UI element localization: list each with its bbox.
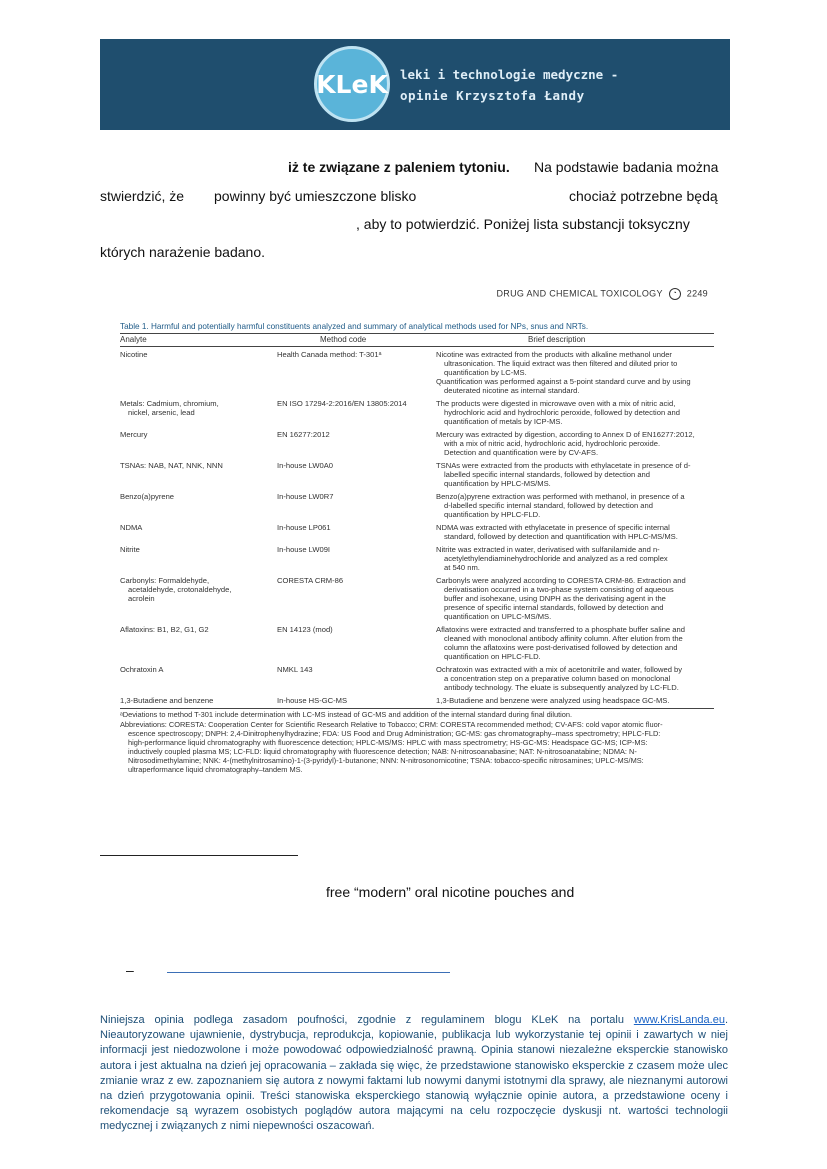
method-cell bbox=[277, 350, 427, 359]
description-cell bbox=[436, 523, 714, 541]
footnote-dash: – bbox=[126, 962, 134, 978]
cell-text-line: 1,3-Butadiene and benzene were analyzed using headspace GC-MS. bbox=[436, 696, 670, 705]
klek-logo bbox=[314, 46, 390, 122]
cell-text-line: Benzo(a)pyrene extraction was performed with methanol, in presence of a bbox=[436, 492, 685, 501]
cell-text-line: nickel, arsenic, lead bbox=[128, 408, 195, 417]
analyte-cell bbox=[120, 625, 270, 634]
description-cell bbox=[436, 399, 714, 426]
analyte-cell bbox=[120, 350, 270, 359]
footnote-text: free “modern” oral nicotine pouches and bbox=[326, 884, 575, 900]
cell-text-line: Nitrite bbox=[120, 545, 140, 554]
cell-text-line: acetaldehyde, crotonaldehyde, bbox=[128, 585, 232, 594]
cell-text-line: column the aflatoxins were post-derivatised followed by detection and bbox=[444, 643, 678, 652]
description-cell bbox=[436, 350, 714, 395]
cell-text-line: NDMA was extracted with ethylacetate in presence of specific internal bbox=[436, 523, 670, 532]
cell-text-line: d-labelled specific internal standard, followed by detection and bbox=[444, 501, 653, 510]
cell-text-line: Ochratoxin A bbox=[120, 665, 164, 674]
body-line-2c: chociaż potrzebne będą bbox=[569, 188, 718, 204]
cell-text-line: with a mix of nitric acid, hydrochloric acid, hydrochloric peroxide. bbox=[444, 439, 661, 448]
body-line-2b: powinny być umieszczone blisko bbox=[214, 188, 417, 204]
cell-text-line: quantification on UPLC-MS/MS. bbox=[444, 612, 552, 621]
abbreviation-line: inductively coupled plasma MS; LC-FLD: liquid chromatography with fluorescence detection; NAB: N-nitrosoanabasine; NAT: N-nitrosoanatabine; NDMA: N- bbox=[128, 747, 637, 756]
cell-text-line: Carbonyls: Formaldehyde, bbox=[120, 576, 210, 585]
method-cell bbox=[277, 696, 427, 705]
cell-text-line: quantification of metals by ICP-MS. bbox=[444, 417, 563, 426]
cell-text-line: In-house LW0R7 bbox=[277, 492, 334, 501]
cell-text-line: Metals: Cadmium, chromium, bbox=[120, 399, 219, 408]
cell-text-line: deuterated nicotine as internal standard. bbox=[444, 386, 580, 395]
analyte-cell bbox=[120, 492, 270, 501]
cell-text-line: Mercury was extracted by digestion, according to Annex D of EN16277:2012, bbox=[436, 430, 695, 439]
table-rule-top bbox=[120, 333, 714, 334]
analyte-cell bbox=[120, 696, 270, 705]
krislanda-link[interactable]: www.KrisLanda.eu bbox=[633, 1014, 725, 1026]
cell-text-line: In-house LW09I bbox=[277, 545, 331, 554]
cell-text-line: buffer and isohexane, using DNPH as the derivatising agent in the bbox=[444, 594, 666, 603]
cell-text-line: TSNAs: NAB, NAT, NNK, NNN bbox=[120, 461, 223, 470]
cell-text-line: In-house HS-GC-MS bbox=[277, 696, 348, 705]
method-cell bbox=[277, 461, 427, 470]
cell-text-line: quantification by HPLC-MS/MS. bbox=[444, 479, 551, 488]
cell-text-line: antibody technology. The eluate is subsequently analyzed by LC-FLD. bbox=[444, 683, 679, 692]
journal-header bbox=[497, 288, 709, 300]
logo-tagline-2: opinie Krzysztofa Łandy bbox=[400, 88, 585, 103]
cell-text-line: Aflatoxins were extracted and transferred to a phosphate buffer saline and bbox=[436, 625, 685, 634]
cell-text-line: Benzo(a)pyrene bbox=[120, 492, 175, 501]
cell-text-line: The products were digested in microwave oven with a mix of nitric acid, bbox=[436, 399, 676, 408]
body-line-2a: stwierdzić, że bbox=[100, 188, 185, 204]
cell-text-line: ultrasonication. The liquid extract was then filtered and diluted prior to bbox=[444, 359, 678, 368]
cell-text-line: Ochratoxin was extracted with a mix of acetonitrile and water, followed by bbox=[436, 665, 683, 674]
table-footnote-a: ᵃDeviations to method T-301 include determination with LC-MS instead of GC-MS and addition of the internal standard during final dilution. bbox=[120, 710, 573, 719]
col-header-method: Method code bbox=[320, 335, 367, 344]
cell-text-line: acrolein bbox=[128, 594, 155, 603]
cell-text-line: In-house LP061 bbox=[277, 523, 331, 532]
logo-text: KLeK bbox=[316, 69, 388, 99]
method-cell bbox=[277, 665, 427, 674]
confidentiality-disclaimer bbox=[100, 1013, 728, 1135]
analyte-cell bbox=[120, 576, 270, 603]
method-cell bbox=[277, 492, 427, 501]
method-cell bbox=[277, 576, 427, 585]
body-line-3: , aby to potwierdzić. Poniżej lista substancji toksyczny bbox=[356, 216, 690, 232]
disclaimer-part-2: . Nieautoryzowane ujawnienie, dystrybucja, reprodukcja, kopiowanie, publikacja lub wykorzystanie tej opinii i zawartych w niej informacji jest niedozwolone i może powodować odpowiedzialność prawną. Opinia stanowi niezależne eksperckie stanowisko autora i jest aktualna na dzień jej opracowania – zakłada się więc, że przedstawione stanowisko eksperckie z czasem może ulec zmianie wraz z ew. zapoznaniem się autora z nowymi faktami lub nowymi danymi istotnymi dla sprawy, ale nieznanymi autorowi na dzień przygotowania opinii. Treści stanowiska eksperckiego stanowią wyłącznie opinie autora, a przedstawione oceny i rekomendacje są wyrazem osobistych poglądów autora mającymi na celu rozpoczęcie dyskusji nt. wartości technologii medycznej i związanych z nimi niepewności oszacowań. bbox=[100, 1014, 728, 1133]
cell-text-line: quantification on HPLC-FLD. bbox=[444, 652, 541, 661]
cell-text-line: TSNAs were extracted from the products with ethylacetate in presence of d- bbox=[436, 461, 691, 470]
abbreviation-line: escence spectroscopy; DNPH: 2,4-Dinitrophenylhydrazine; FDA: US Food and Drug Administration; GC-MS: gas chromatography–mass spectrometry; HPLC-FLD: bbox=[128, 729, 661, 738]
cell-text-line: 1,3-Butadiene and benzene bbox=[120, 696, 214, 705]
logo-tagline-1: leki i technologie medyczne - bbox=[400, 67, 619, 82]
description-cell bbox=[436, 576, 714, 621]
body-line-1-bold: iż te związane z paleniem tytoniu. bbox=[288, 159, 510, 175]
analyte-cell bbox=[120, 665, 270, 674]
cell-text-line: quantification by LC-MS. bbox=[444, 368, 527, 377]
table-caption: Table 1. Harmful and potentially harmful constituents analyzed and summary of analytical methods used for NPs, snus and NRTs. bbox=[120, 322, 589, 331]
analyte-cell bbox=[120, 545, 270, 554]
description-cell bbox=[436, 461, 714, 488]
cell-text-line: standard, followed by detection and quantification with HPLC-MS/MS. bbox=[444, 532, 678, 541]
cell-text-line: In-house LW0A0 bbox=[277, 461, 333, 470]
cell-text-line: acetylethylendiaminehydrochloride and analyzed as a red complex bbox=[444, 554, 668, 563]
cell-text-line: CORESTA CRM-86 bbox=[277, 576, 344, 585]
description-cell bbox=[436, 430, 714, 457]
analyte-cell bbox=[120, 461, 270, 470]
cell-text-line: quantification by HPLC-FLD. bbox=[444, 510, 541, 519]
footnote-separator bbox=[100, 855, 298, 856]
method-cell bbox=[277, 430, 427, 439]
disclaimer-part-1: Niniejsza opinia podlega zasadom poufności, zgodnie z regulaminem blogu KLeK na portalu bbox=[100, 1014, 634, 1026]
cell-text-line: Quantification was performed against a 5-point standard curve and by using bbox=[436, 377, 691, 386]
description-cell bbox=[436, 492, 714, 519]
header-banner bbox=[100, 39, 730, 130]
body-line-4: których narażenie badano. bbox=[100, 244, 265, 260]
description-cell bbox=[436, 665, 714, 692]
description-cell bbox=[436, 545, 714, 572]
cell-text-line: Nicotine bbox=[120, 350, 148, 359]
cell-text-line: EN 14123 (mod) bbox=[277, 625, 333, 634]
analyte-cell bbox=[120, 430, 270, 439]
method-cell bbox=[277, 625, 427, 634]
cell-text-line: labelled specific internal standards, followed by detection and bbox=[444, 470, 651, 479]
cell-text-line: Carbonyls were analyzed according to CORESTA CRM-86. Extraction and bbox=[436, 576, 686, 585]
analyte-cell bbox=[120, 399, 270, 417]
cell-text-line: Mercury bbox=[120, 430, 148, 439]
description-cell bbox=[436, 625, 714, 661]
table-figure bbox=[120, 288, 714, 774]
journal-name: DRUG AND CHEMICAL TOXICOLOGY bbox=[496, 288, 663, 299]
cell-text-line: at 540 nm. bbox=[444, 563, 480, 572]
cell-text-line: NDMA bbox=[120, 523, 143, 532]
abbreviation-line: ultraperformance liquid chromatography–tandem MS. bbox=[128, 765, 303, 774]
abbreviation-line: high-performance liquid chromatography with fluorescence detection; HPLC-MS/MS: HPLC with mass spectrometry; HS-GC-MS: Headspace GC-MS; ICP-MS: bbox=[128, 738, 648, 747]
abbreviation-line: Nitrosodimethylamine; NNK: 4-(methylnitrosamino)-1-(3-pyridyl)-1-butanone; NNN: N-nitrosonornicotine; TSNA: tobacco-specific nitrosamines; UPLC-MS/MS: bbox=[128, 756, 644, 765]
table-rule-header bbox=[120, 346, 714, 347]
cell-text-line: Aflatoxins: B1, B2, G1, G2 bbox=[120, 625, 209, 634]
description-cell bbox=[436, 696, 714, 705]
abbreviation-line: Abbreviations: CORESTA: Cooperation Center for Scientific Research Relative to Tobacco; CRM: CORESTA recommended method; CV-AFS: cold vapor atomic fluor- bbox=[120, 720, 663, 729]
cell-text-line: cleaned with monoclonal antibody affinity column. After elution from the bbox=[444, 634, 683, 643]
page-number: 2249 bbox=[686, 288, 708, 299]
cell-text-line: presence of specific internal standards, followed by detection and bbox=[444, 603, 664, 612]
cell-text-line: a concentration step on a preparative column based on monoclonal bbox=[444, 674, 671, 683]
cell-text-line: Health Canada method: T-301ᵃ bbox=[277, 350, 382, 359]
method-cell bbox=[277, 399, 427, 408]
analyte-cell bbox=[120, 523, 270, 532]
cell-text-line: NMKL 143 bbox=[277, 665, 313, 674]
cell-text-line: hydrochloric acid and hydrochloric peroxide, followed by detection and bbox=[444, 408, 680, 417]
cell-text-line: EN 16277:2012 bbox=[277, 430, 330, 439]
method-cell bbox=[277, 523, 427, 532]
method-cell bbox=[277, 545, 427, 554]
cell-text-line: EN ISO 17294-2:2016/EN 13805:2014 bbox=[277, 399, 407, 408]
cell-text-line: Detection and quantification were by CV-AFS. bbox=[444, 448, 599, 457]
col-header-analyte: Analyte bbox=[120, 335, 147, 344]
footnote-link-underline[interactable] bbox=[167, 972, 450, 973]
col-header-description: Brief description bbox=[528, 335, 586, 344]
journal-logo-icon: ◔ bbox=[669, 288, 681, 300]
cell-text-line: Nitrite was extracted in water, derivatised with sulfanilamide and n- bbox=[436, 545, 660, 554]
body-line-1-rest: Na podstawie badania można bbox=[534, 159, 719, 175]
cell-text-line: derivatisation occurred in a two-phase system consisting of aqueous bbox=[444, 585, 674, 594]
table-abbreviations bbox=[120, 720, 714, 774]
cell-text-line: Nicotine was extracted from the products with alkaline methanol under bbox=[436, 350, 672, 359]
table-rule-bottom bbox=[120, 708, 714, 709]
